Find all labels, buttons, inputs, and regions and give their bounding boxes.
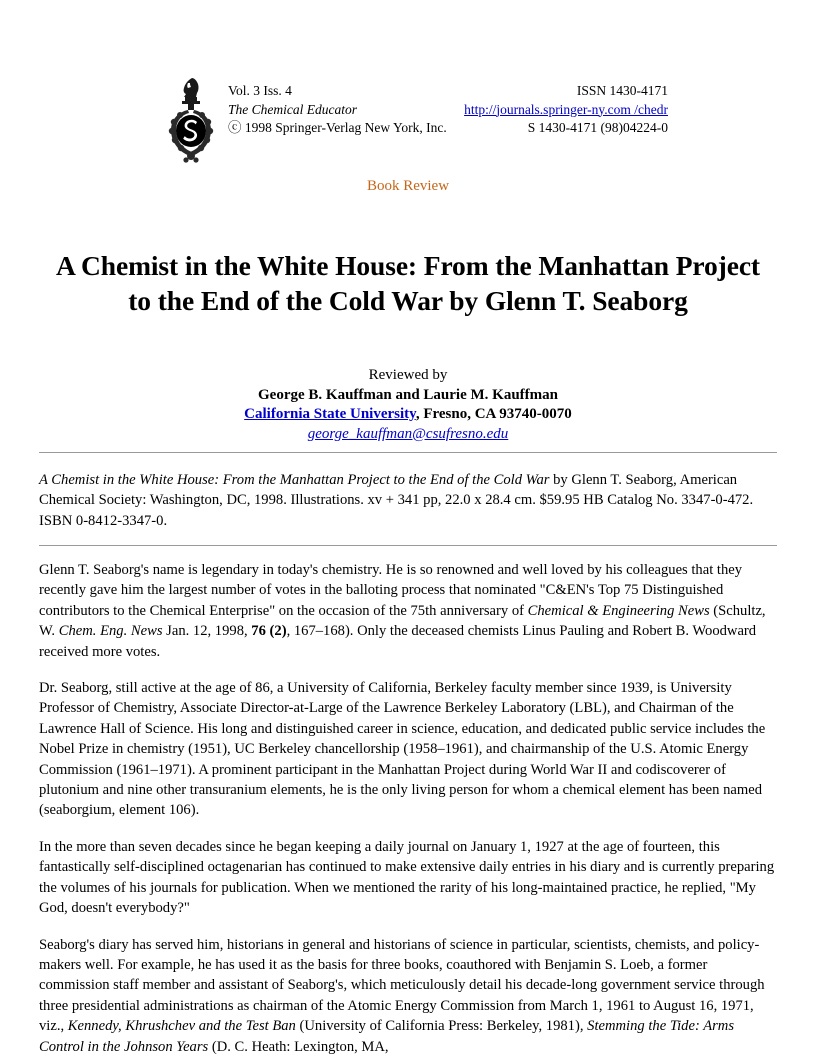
review-body	[39, 560, 779, 1057]
affiliation-location: , Fresno, CA 93740-0070	[415, 406, 572, 422]
p1-journal-abbrev: Chem. Eng. News	[58, 623, 163, 640]
p1-segment-1: Glenn T. Seaborg's name is legendary in today's chemistry. He is so renowned and well loved by his colleagues that they recently gave him the largest number of votes in the balloting process that nominated "C&EN's Top 75 Distinguished contributors to the Chemical Enterprise" on the occasion of the 75th anniversary of	[39, 562, 743, 619]
affiliation-link[interactable]: California State University	[244, 406, 416, 422]
article-id-line: S 1430-4171 (98)04224-0	[527, 120, 668, 135]
reviewer-affiliation	[48, 405, 768, 425]
springer-knight-emblem-icon	[166, 76, 224, 164]
paragraph-4	[39, 935, 779, 1057]
p4-book-title-2: Stemming the Tide: Arms Control in the Johnson Years	[39, 1018, 735, 1055]
book-citation	[39, 470, 779, 531]
p4-segment-5: (D. C. Heath: Lexington, MA,	[208, 1038, 389, 1055]
masthead	[0, 76, 816, 168]
paragraph-1	[39, 560, 779, 662]
p1-journal-title: Chemical & Engineering News	[527, 602, 710, 619]
email-link[interactable]: george_kauffman@csufresno.edu	[307, 425, 509, 442]
issn-line: ISSN 1430-4171	[576, 83, 668, 98]
journal-url-line	[464, 101, 668, 120]
paragraph-2: Dr. Seaborg, still active at the age of 86, a University of California, Berkeley faculty member since 1939, is University Professor of Chemistry, Associate Director-at-Large of the Lawrence Berkeley Laboratory (LBL), and Chairman of the Lawrence Hall of Science. His long and distinguished career in science, education, and dedicated public service includes the Nobel Prize in chemistry (1951), UC Berkeley chancellorship (1958–1961), and chairmanship of the U.S. Atomic Energy Commission (1961–1971). A prominent participant in the Manhattan Project during World War II and codiscoverer of plutonium and nine other transuranium elements, he is the only living person for whom a chemical element has been named (seaborgium, element 106).	[39, 680, 766, 819]
p1-segment-5: Jan. 12, 1998,	[162, 623, 252, 640]
divider-top	[39, 452, 777, 453]
p1-segment-3: (Schultz, W.	[39, 602, 766, 640]
volume-issue: Vol. 3 Iss. 4	[228, 83, 292, 98]
p4-segment-3: (University of California Press: Berkeley, 1981),	[295, 1018, 588, 1035]
divider-bottom	[39, 545, 777, 546]
reviewed-by-label: Reviewed by	[368, 367, 448, 383]
journal-name: The Chemical Educator	[228, 101, 357, 117]
copyright-line: ⓒ 1998 Springer-Verlag New York, Inc.	[228, 120, 447, 135]
p4-segment-1: Seaborg's diary has served him, historians in general and historians of science in particular, scientists, chemists, and policy-makers well. For example, he has used it as the basis for three books, coauthored with Benjamin S. Loeb, a former commission staff member and assistant of Seaborg's, which meticulously detail his decade-long government service through three presidential administrations as chairman of the Atomic Energy Commission from March 1, 1961 to August 16, 1971, viz.,	[39, 936, 765, 1035]
reviewer-names: George B. Kauffman and Laurie M. Kauffman	[258, 386, 558, 403]
masthead-right-block	[464, 82, 668, 138]
p1-volume-issue: 76 (2)	[251, 623, 287, 640]
byline-block	[48, 366, 768, 444]
journal-url-link[interactable]: http://journals.springer-ny.com /chedr	[464, 101, 668, 117]
citation-details: by Glenn T. Seaborg, American Chemical Society: Washington, DC, 1998. Illustrations. xv + 341 pp, 22.0 x 28.4 cm. $59.95 HB Catalog No. 3347-0-472. ISBN 0-8412-3347-0.	[39, 472, 754, 529]
page-title: A Chemist in the White House: From the Manhattan Project to the End of the Cold War by Glenn T. Seaborg	[56, 250, 760, 317]
paragraph-3: In the more than seven decades since he began keeping a daily journal on January 1, 1927 at the age of fourteen, this fantastically self-disciplined octagenarian has continued to make extensive daily entries in his diary and is currently preparing the volumes of his journals for publication. When we mentioned the rarity of his long-maintained practice, he replied, "My God, doesn't everybody?"	[39, 838, 775, 917]
section-kicker: Book Review	[366, 178, 450, 194]
reviewer-email	[48, 425, 768, 445]
masthead-left-block	[228, 82, 447, 138]
citation-book-title: A Chemist in the White House: From the Manhattan Project to the End of the Cold War	[39, 472, 550, 488]
p4-book-title-1: Kennedy, Khrushchev and the Test Ban	[67, 1018, 296, 1035]
p1-segment-7: , 167–168). Only the deceased chemists Linus Pauling and Robert B. Woodward received more votes.	[39, 623, 757, 660]
